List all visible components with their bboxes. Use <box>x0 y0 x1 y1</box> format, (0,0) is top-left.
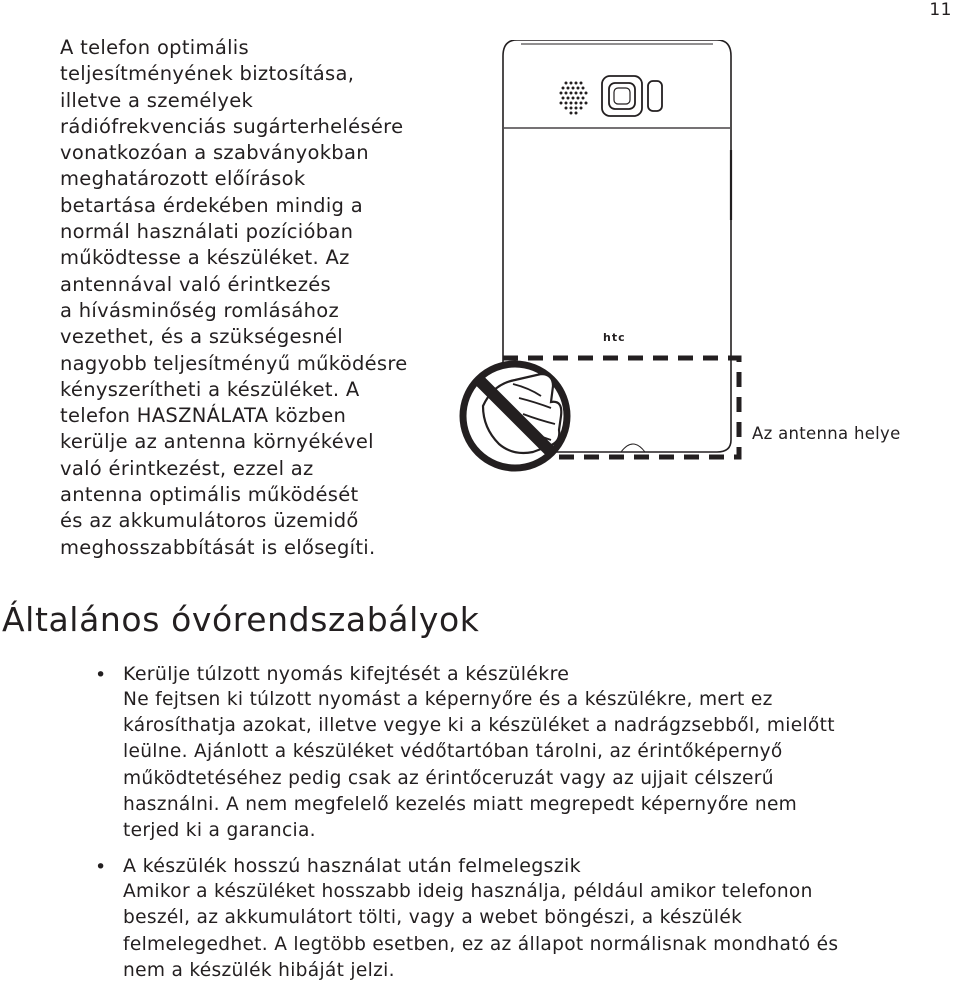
bullet-icon: • <box>95 664 107 686</box>
precaution-body: Ne fejtsen ki túlzott nyomást a képernyőre és a készülékre, mert ez károsíthatja azokat, illetve vegye ki a készüléket a nadrágzsebből, mielőtt leülne. Ajánlott a készüléket védőtartóban tárolni, az érintőképernyő működtetéséhez pedig csak az érintőceruzát vagy az ujjait célszerű használni. A nem megfelelő kezelés miatt megrepedt képernyőre nem terjed ki a garancia. <box>123 689 835 842</box>
page-number: 11 <box>929 0 952 20</box>
list-item <box>95 854 935 984</box>
list-item <box>95 662 935 844</box>
precaution-title: A készülék hosszú használat után felmelegszik <box>123 855 581 878</box>
htc-logo: htc <box>603 331 626 344</box>
section-title: Általános óvórendszabályok <box>2 600 480 639</box>
phone-back-drawing <box>455 40 755 480</box>
antenna-location-label: Az antenna helye <box>752 424 901 443</box>
precautions-list <box>95 662 935 994</box>
antenna-usage-paragraph: A telefon optimális teljesítményének biztosítása, illetve a személyek rádiófrekvenciás sugárterhelésére vonatkozóan a szabványokban meghatározott előírások betartása érdekében mindig a normál használati pozícióban működtesse a készüléket. Az antennával való érintkezés a hívásminőség romlásához vezethet, és a szükségesnél nagyobb teljesítményű működésre kényszerítheti a készüléket. A telefon HASZNÁLATA közben kerülje az antenna környékével való érintkezést, ezzel az antenna optimális működését és az akkumulátoros üzemidő meghosszabbítását is elősegíti. <box>60 36 408 559</box>
no-touch-sign-icon <box>463 364 567 468</box>
phone-antenna-illustration <box>455 40 755 480</box>
precaution-title: Kerülje túlzott nyomás kifejtését a készülékre <box>123 663 570 685</box>
precaution-body: Amikor a készüléket hosszabb ideig használja, például amikor telefonon beszél, az akkumulátort tölti, vagy a webet böngészi, a készülék felmelegedhet. A legtöbb esetben, ez az állapot normálisnak mondható és nem a készülék hibáját jelzi. <box>123 881 839 981</box>
bullet-icon: • <box>95 856 107 879</box>
